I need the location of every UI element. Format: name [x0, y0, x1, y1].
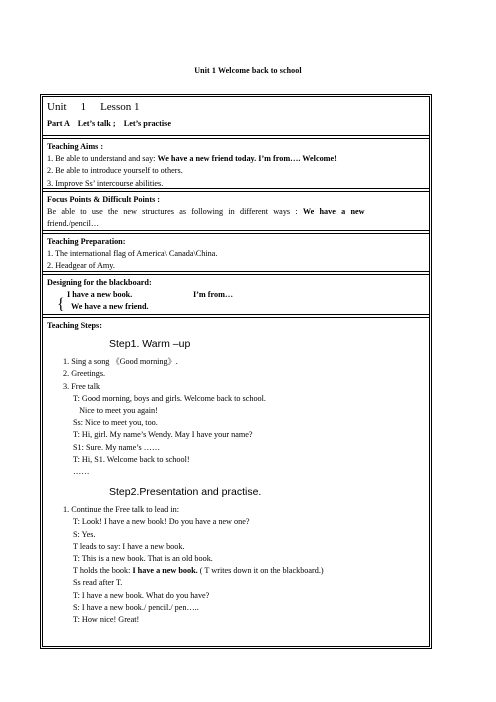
board-content	[47, 289, 425, 315]
divider	[42, 271, 430, 272]
step2-item: 1. Continue the Free talk to lead in:	[63, 505, 179, 515]
dialog-line: Nice to meet you again!	[73, 406, 158, 416]
board-item-friend: We have a new friend.	[71, 302, 149, 312]
step2-dialog	[47, 516, 425, 626]
teaching-steps-cell	[43, 318, 429, 646]
aims-line-2: 2. Be able to introduce yourself to others.	[47, 166, 183, 176]
focus-line-2: friend./pencil…	[47, 219, 100, 229]
board-heading: Designing for the blackboard:	[47, 278, 152, 287]
part-line: Part A Let’s talk ; Let’s practise	[47, 119, 171, 128]
unit-lesson-line	[47, 97, 425, 114]
dialog-line: Ss read after T.	[73, 578, 123, 588]
aims-heading: Teaching Aims :	[47, 142, 104, 151]
divider	[42, 188, 430, 189]
dialog-line: T: Look! I have a new book! Do you have a new one?	[73, 517, 250, 527]
step2-list	[47, 504, 425, 516]
dialog-line: T: This is a new book. That is an old book.	[73, 554, 213, 564]
step1-title: Step1. Warm –up	[109, 338, 191, 351]
prep-line-2: 2. Headgear of Amy.	[47, 261, 115, 271]
document-title: Unit 1 Welcome back to school	[194, 66, 302, 75]
focus-line-1-bold: We have a new	[302, 207, 365, 217]
dialog-line: T leads to say: I have a new book.	[73, 541, 185, 551]
aims-line-1-text: 1. Be able to understand and say:	[47, 154, 158, 164]
unit-label: Unit	[47, 101, 67, 113]
step2-title: Step2.Presentation and practise.	[109, 486, 262, 499]
lesson-label: Lesson 1	[100, 101, 140, 113]
blackboard-design-cell	[43, 275, 429, 318]
step1-list	[47, 356, 425, 393]
focus-line-1-text: Be able to use the new structures as following in different ways :	[47, 207, 303, 217]
divider	[42, 230, 430, 231]
aims-line-1	[47, 153, 425, 165]
focus-points-cell	[43, 192, 429, 234]
board-item-book: I have a new book.	[67, 290, 133, 300]
dialog-line: S: I have a new book./ pencil./ pen…..	[73, 602, 199, 612]
steps-heading: Teaching Steps:	[47, 321, 102, 330]
lesson-header-cell	[43, 97, 429, 139]
board-item-from: I’m from…	[193, 290, 234, 300]
aims-line-3: 3. Improve Ss’ intercourse abilities.	[47, 178, 164, 188]
teaching-preparation-cell	[43, 234, 429, 275]
step1-item: 3. Free talk	[63, 381, 101, 391]
prep-line-1: 1. The international flag of America\ Canada\China.	[47, 249, 218, 259]
focus-line-1	[47, 206, 425, 218]
brace-symbol: {	[57, 296, 65, 314]
dialog-line: T: Hi, S1. Welcome back to school!	[73, 454, 190, 464]
dialog-line: ……	[73, 467, 90, 477]
dialog-line: S1: Sure. My name’s ……	[73, 442, 161, 452]
holds-bold: I have a new book.	[132, 566, 198, 576]
divider	[42, 314, 430, 315]
dialog-line: Ss: Nice to meet you, too.	[73, 418, 158, 428]
holds-note: ( T writes down it on the blackboard.)	[197, 566, 324, 576]
divider	[42, 135, 430, 136]
dialog-line: T: I have a new book. What do you have?	[73, 590, 210, 600]
prep-heading: Teaching Preparation:	[47, 237, 126, 246]
step1-dialog	[47, 393, 425, 478]
step1-item: 2. Greetings.	[63, 369, 106, 379]
dialog-line: T: Good morning, boys and girls. Welcome back to school.	[73, 393, 266, 403]
teaching-aims-cell	[43, 139, 429, 192]
dialog-line-holds	[73, 565, 425, 577]
dialog-line: T: How nice! Great!	[73, 615, 140, 625]
step1-item: 1. Sing a song 《Good morning》.	[63, 357, 178, 367]
unit-number: 1	[80, 101, 87, 113]
dialog-line: S: Yes.	[73, 529, 96, 539]
focus-heading: Focus Points & Difficult Points :	[47, 195, 161, 204]
dialog-line: T: Hi, girl. My name’s Wendy. May I have your name?	[73, 430, 253, 440]
holds-text: T holds the book:	[73, 566, 133, 576]
aims-line-1-bold: We have a new friend today. I’m from…. Welcome!	[157, 154, 337, 164]
